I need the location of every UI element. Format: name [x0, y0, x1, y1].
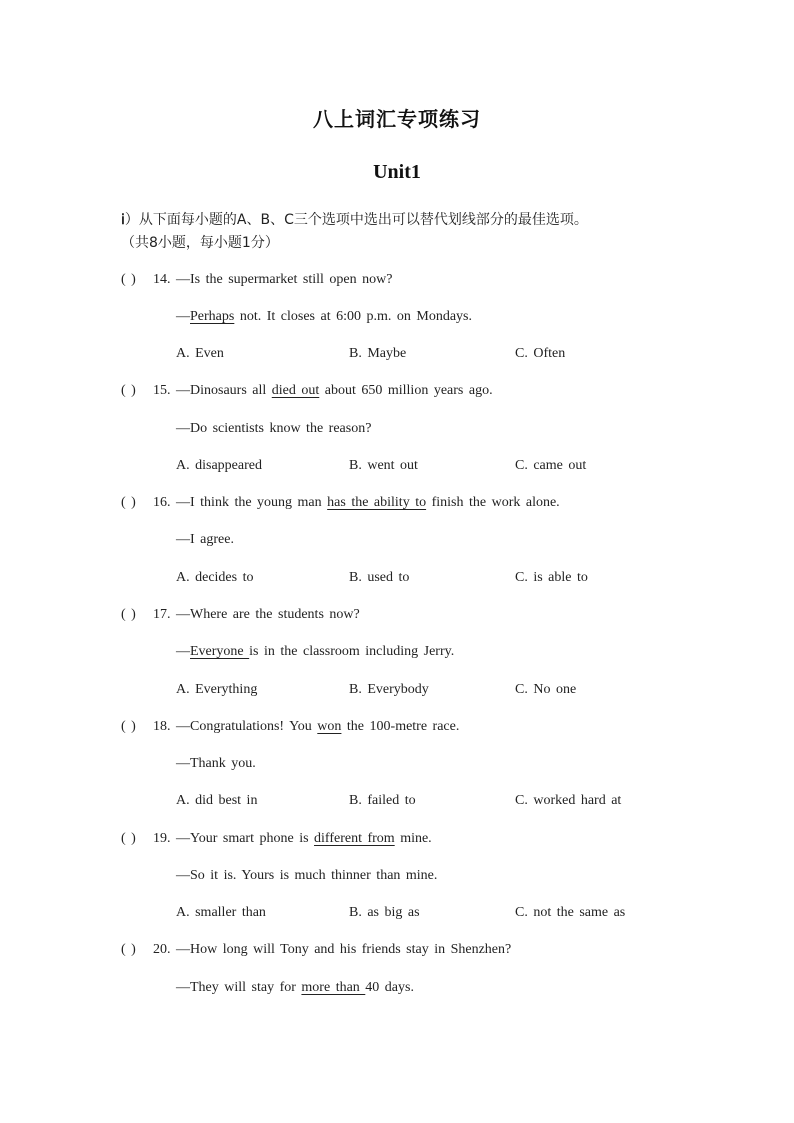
option-c: C. is able to: [515, 570, 588, 585]
answer-bracket[interactable]: ( ): [121, 942, 136, 957]
option-b: B. failed to: [349, 793, 416, 808]
question-line: [121, 606, 360, 624]
question-line: [121, 941, 511, 959]
question-text-rest: finish the work alone.: [426, 495, 560, 510]
question-number: 14.: [153, 272, 171, 287]
instructions-line-1: [121, 209, 701, 230]
response-text-rest: 40 days.: [365, 980, 414, 995]
question-line: [121, 830, 432, 848]
underlined-phrase: Everyone: [190, 644, 250, 659]
response-text: —Thank you.: [176, 756, 256, 771]
response-line: [176, 979, 414, 997]
question-number: 15.: [153, 383, 171, 398]
option-c: C. Often: [515, 346, 566, 361]
question-number: 20.: [153, 942, 171, 957]
question-line: [121, 382, 493, 400]
option-b: B. used to: [349, 570, 410, 585]
question-number: 16.: [153, 495, 171, 510]
option-b: B. went out: [349, 458, 418, 473]
answer-bracket[interactable]: ( ): [121, 719, 136, 734]
question-text: —Where are the students now?: [176, 607, 360, 622]
question-line: [121, 494, 560, 512]
answer-bracket[interactable]: ( ): [121, 607, 136, 622]
option-a: A. smaller than: [176, 905, 266, 920]
question-text: —Is the supermarket still open now?: [176, 272, 393, 287]
answer-bracket[interactable]: ( ): [121, 272, 136, 287]
page-title: 八上词汇专项练习: [313, 107, 481, 131]
option-b: B. as big as: [349, 905, 420, 920]
unit-heading: Unit1: [373, 161, 421, 183]
instructions-text: ）从下面每小题的A、B、C三个选项中选出可以替代划线部分的最佳选项。: [124, 212, 588, 228]
answer-bracket[interactable]: ( ): [121, 383, 136, 398]
question-text: —Your smart phone is: [176, 831, 315, 846]
response-line: [176, 531, 234, 549]
answer-bracket[interactable]: ( ): [121, 495, 136, 510]
option-a: A. Even: [176, 346, 224, 361]
underlined-phrase: won: [317, 719, 342, 734]
response-line: [176, 643, 454, 661]
response-text: —: [176, 644, 190, 659]
response-text-rest: not. It closes at 6:00 p.m. on Mondays.: [234, 309, 472, 324]
response-line: [176, 308, 472, 326]
question-line: [121, 718, 459, 736]
underlined-phrase: more than: [301, 980, 366, 995]
option-a: A. disappeared: [176, 458, 262, 473]
response-text: —I agree.: [176, 532, 234, 547]
section-numeral: ⅰ: [121, 211, 125, 227]
option-c: C. worked hard at: [515, 793, 622, 808]
option-b: B. Everybody: [349, 682, 429, 697]
underlined-phrase: different from: [314, 831, 395, 846]
response-text: —So it is. Yours is much thinner than mine.: [176, 868, 438, 883]
question-text-rest: mine.: [394, 831, 432, 846]
response-line: [176, 420, 371, 438]
response-text: —Do scientists know the reason?: [176, 421, 372, 436]
question-text: —Dinosaurs all: [176, 383, 272, 398]
response-text: —: [176, 309, 190, 324]
question-text: —How long will Tony and his friends stay in Shenzhen?: [176, 942, 512, 957]
response-line: [176, 755, 256, 773]
option-a: A. did best in: [176, 793, 258, 808]
option-b: B. Maybe: [349, 346, 407, 361]
question-number: 17.: [153, 607, 171, 622]
question-text-rest: about 650 million years ago.: [319, 383, 493, 398]
option-c: C. not the same as: [515, 905, 626, 920]
question-text-rest: the 100-metre race.: [341, 719, 460, 734]
question-text: —I think the young man: [176, 495, 328, 510]
response-line: [176, 867, 437, 885]
question-number: 18.: [153, 719, 171, 734]
question-line: [121, 271, 392, 289]
underlined-phrase: died out: [271, 383, 320, 398]
option-a: A. Everything: [176, 682, 258, 697]
option-a: A. decides to: [176, 570, 254, 585]
response-text-rest: is in the classroom including Jerry.: [249, 644, 455, 659]
underlined-phrase: Perhaps: [190, 309, 235, 324]
response-text: —They will stay for: [176, 980, 302, 995]
question-text: —Congratulations! You: [176, 719, 318, 734]
answer-bracket[interactable]: ( ): [121, 831, 136, 846]
underlined-phrase: has the ability to: [327, 495, 427, 510]
option-c: C. No one: [515, 682, 577, 697]
option-c: C. came out: [515, 458, 587, 473]
question-number: 19.: [153, 831, 171, 846]
instructions-line-2: （共8小题，每小题1分）: [121, 235, 279, 251]
